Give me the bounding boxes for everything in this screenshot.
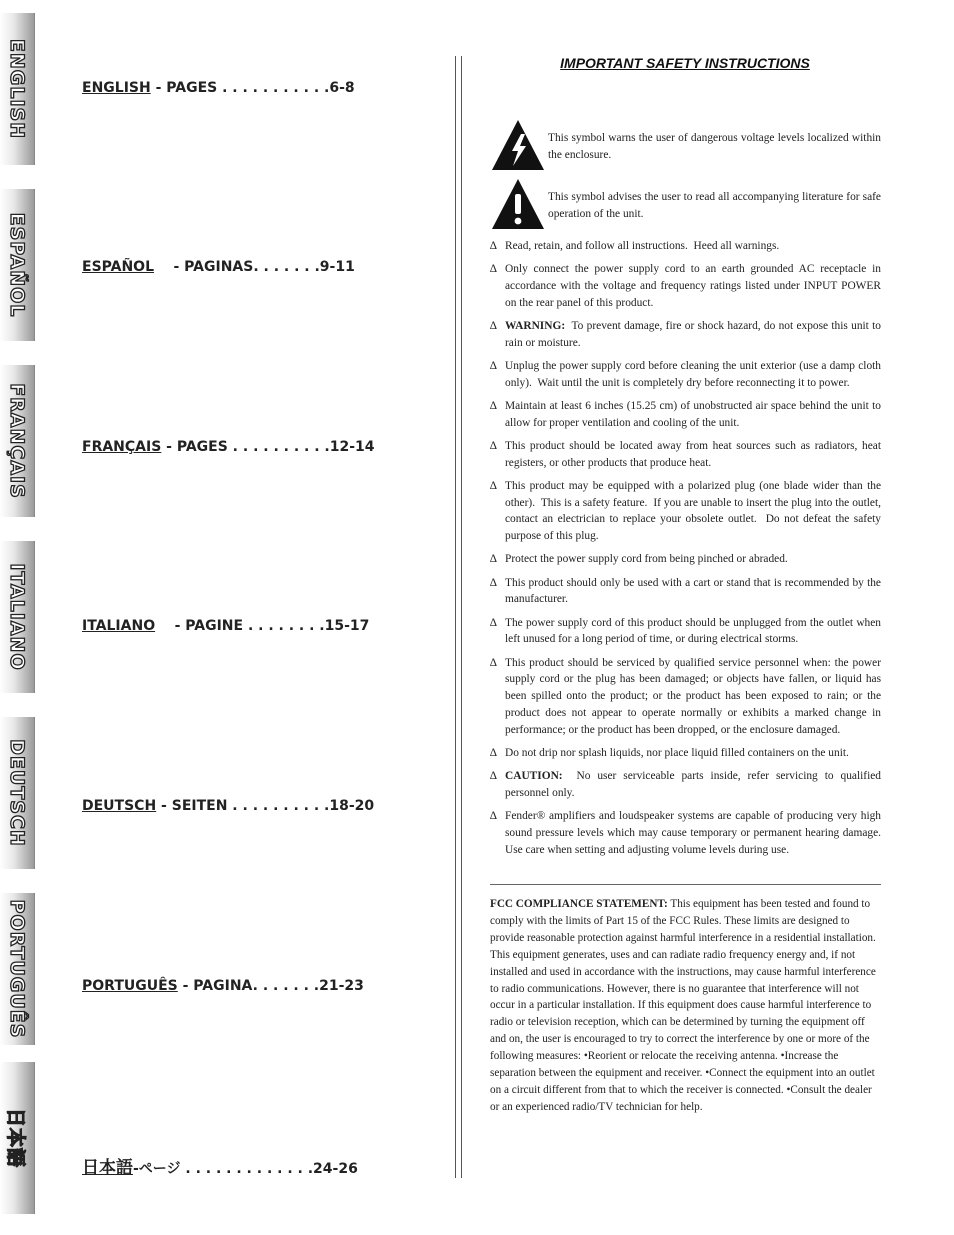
delta-marker: ∆ — [490, 320, 497, 332]
toc-lang: ITALIANO — [82, 618, 156, 634]
tab-label: ESPAÑOL — [6, 212, 28, 318]
list-item — [490, 238, 881, 255]
delta-marker: ∆ — [490, 240, 497, 252]
list-item — [490, 768, 884, 801]
safety-instructions-list — [490, 238, 887, 865]
language-tabs — [0, 0, 34, 1235]
item-label: WARNING: — [505, 320, 566, 332]
fcc-statement — [490, 896, 882, 1116]
delta-marker: ∆ — [490, 400, 497, 412]
tab-label: ENGLISH — [6, 38, 28, 140]
item-text: Only connect the power supply cord to an earth grounded AC receptacle in accordance with the voltage and frequency ratings listed under INPUT POWER on the rear panel of this product. — [505, 263, 884, 309]
exclamation-warning-icon — [490, 177, 546, 231]
delta-marker: ∆ — [490, 746, 497, 759]
toc-lang: 日本語 — [82, 1158, 133, 1178]
list-item — [490, 808, 887, 858]
item-text: Protect the power supply cord from being pinched or abraded. — [505, 553, 788, 566]
section-divider — [490, 884, 881, 885]
tab-deutsch — [0, 717, 35, 869]
list-item — [490, 398, 884, 431]
delta-marker: ∆ — [490, 810, 497, 823]
fcc-text: This equipment has been tested and found to comply with the limits of Part 15 of the FCC Rules. These limits are designed to provide reasonable protection against harmful interference in a residential installation. This equipment generates, uses and can radiate radio frequency energy and, if not installed and used in accordance with the instructions, may cause harmful interference to radio communications. However, there is no guarantee that interference will not occur in a particular installation. If this equipment does cause harmful interference to radio or television reception, which can be determined by turning the equipment off and on, the user is encouraged to try to correct the interference by one or more of the following measures: •Reorient or relocate the receiving antenna. •Increase the separation between the equipment and receiver. •Connect the equipment into an outlet on a circuit different from that to which the receiver is connected. •Consult the dealer or an experienced radio/TV technician for help. — [490, 898, 876, 1113]
toc-lang: FRANÇAIS — [82, 439, 162, 455]
item-text: This product should only be used with a cart or stand that is recommended by the manufacturer. — [505, 576, 884, 606]
item-text: Fender® amplifiers and loudspeaker systems are capable of producing very high sound pressure levels which may cause temporary or permanent hearing damage. Use care when setting and adjusting volume levels during use. — [505, 810, 887, 856]
delta-marker: ∆ — [490, 440, 497, 452]
tab-espanol — [0, 189, 35, 341]
voltage-symbol-block — [490, 118, 881, 174]
item-text: This product should be located away from heat sources such as radiators, heat registers, or other products that produce heat. — [505, 440, 884, 469]
list-item — [490, 438, 884, 471]
list-item — [490, 261, 884, 311]
toc-pages: -ページ . . . . . . . . . . . . .24-26 — [133, 1161, 358, 1177]
delta-marker: ∆ — [490, 360, 497, 372]
toc-pages: - PAGINAS. . . . . . .9-11 — [154, 259, 355, 275]
item-text: Unplug the power supply cord before cleaning the unit exterior (use a damp cloth only). Wait until the unit is completely dry before reconnecting it to power. — [505, 360, 884, 389]
delta-marker: ∆ — [490, 656, 497, 669]
tab-label: FRANÇAIS — [6, 383, 28, 499]
toc-lang: DEUTSCH — [82, 798, 157, 814]
column-divider — [455, 56, 456, 1178]
tab-label: ITALIANO — [6, 563, 28, 671]
list-item — [490, 745, 881, 762]
lightning-warning-icon — [490, 118, 546, 172]
list-item — [490, 478, 884, 545]
tab-label: DEUTSCH — [6, 739, 28, 847]
delta-marker: ∆ — [490, 553, 497, 566]
toc-entry-deutsch — [82, 798, 374, 814]
safety-title: IMPORTANT SAFETY INSTRUCTIONS — [560, 55, 810, 71]
item-text: This product may be equipped with a polarized plug (one blade wider than the other). This is a safety feature. If you are unable to insert the plug into the outlet, contact an electrician to replace your obsolete outlet. Do not defeat the safety purpose of this plug. — [505, 480, 884, 543]
toc-entry-italiano — [82, 618, 369, 634]
toc-pages: - PAGES . . . . . . . . . . .6-8 — [150, 80, 355, 96]
delta-marker: ∆ — [490, 480, 497, 492]
toc-entry-portugues — [82, 978, 364, 994]
item-text: No user serviceable parts inside, refer servicing to qualified personnel only. — [505, 770, 884, 799]
item-label: CAUTION: — [505, 770, 563, 783]
delta-marker: ∆ — [490, 263, 497, 276]
tab-label: 日本語 — [4, 1107, 27, 1169]
item-text: The power supply cord of this product should be unplugged from the outlet when left unused for a long period of time, or during electrical storms. — [505, 616, 884, 646]
list-item — [490, 551, 881, 568]
delta-marker: ∆ — [490, 770, 497, 783]
list-item — [490, 358, 884, 391]
tab-english — [0, 13, 35, 165]
list-item — [490, 615, 884, 648]
voltage-symbol-text: This symbol warns the user of dangerous voltage levels localized within the enclosure. — [548, 132, 881, 161]
tab-francais — [0, 365, 35, 517]
item-text: This product should be serviced by qualified service personnel when: the power supply cord or the plug has been damaged; or objects have fallen, or liquid has been spilled onto the product; or the product has been exposed to rain; or the product does not appear to operate normally or exhibits a marked change in performance; or the product has been dropped, or the enclosure damaged. — [505, 656, 884, 736]
delta-marker: ∆ — [490, 576, 497, 589]
fcc-label: FCC COMPLIANCE STATEMENT: — [490, 898, 668, 910]
item-text: Maintain at least 6 inches (15.25 cm) of unobstructed air space behind the unit to allow for proper ventilation and cooling of the unit. — [505, 400, 884, 429]
toc-pages: - PAGES . . . . . . . . . .12-14 — [161, 439, 375, 455]
literature-symbol-block — [490, 177, 881, 233]
item-text: Read, retain, and follow all instructions. Heed all warnings. — [505, 240, 780, 252]
toc-pages: - SEITEN . . . . . . . . . .18-20 — [156, 798, 375, 814]
toc-lang: ENGLISH — [82, 80, 151, 96]
toc-entry-espanol — [82, 259, 355, 275]
tab-italiano — [0, 541, 35, 693]
list-item — [490, 575, 884, 608]
toc-pages: - PAGINE . . . . . . . .15-17 — [155, 618, 370, 634]
item-text: To prevent damage, fire or shock hazard, do not expose this unit to rain or moisture. — [505, 320, 884, 349]
tab-portugues — [0, 893, 35, 1045]
toc-entry-english — [82, 80, 355, 96]
column-divider — [461, 56, 462, 1178]
toc-lang: PORTUGUÊS — [82, 978, 178, 994]
toc-lang: ESPAÑOL — [82, 259, 154, 275]
toc-entry-francais — [82, 439, 375, 455]
literature-symbol-text: This symbol advises the user to read all accompanying literature for safe operation of the unit. — [548, 191, 881, 220]
tab-japanese — [0, 1062, 35, 1214]
toc-pages: - PAGINA. . . . . . .21-23 — [177, 978, 364, 994]
item-text: Do not drip nor splash liquids, nor place liquid filled containers on the unit. — [505, 746, 849, 759]
tab-label: PORTUGUÊS — [6, 899, 28, 1039]
list-item — [490, 655, 884, 739]
toc-entry-japanese — [82, 1153, 358, 1178]
list-item — [490, 318, 884, 351]
delta-marker: ∆ — [490, 616, 497, 629]
